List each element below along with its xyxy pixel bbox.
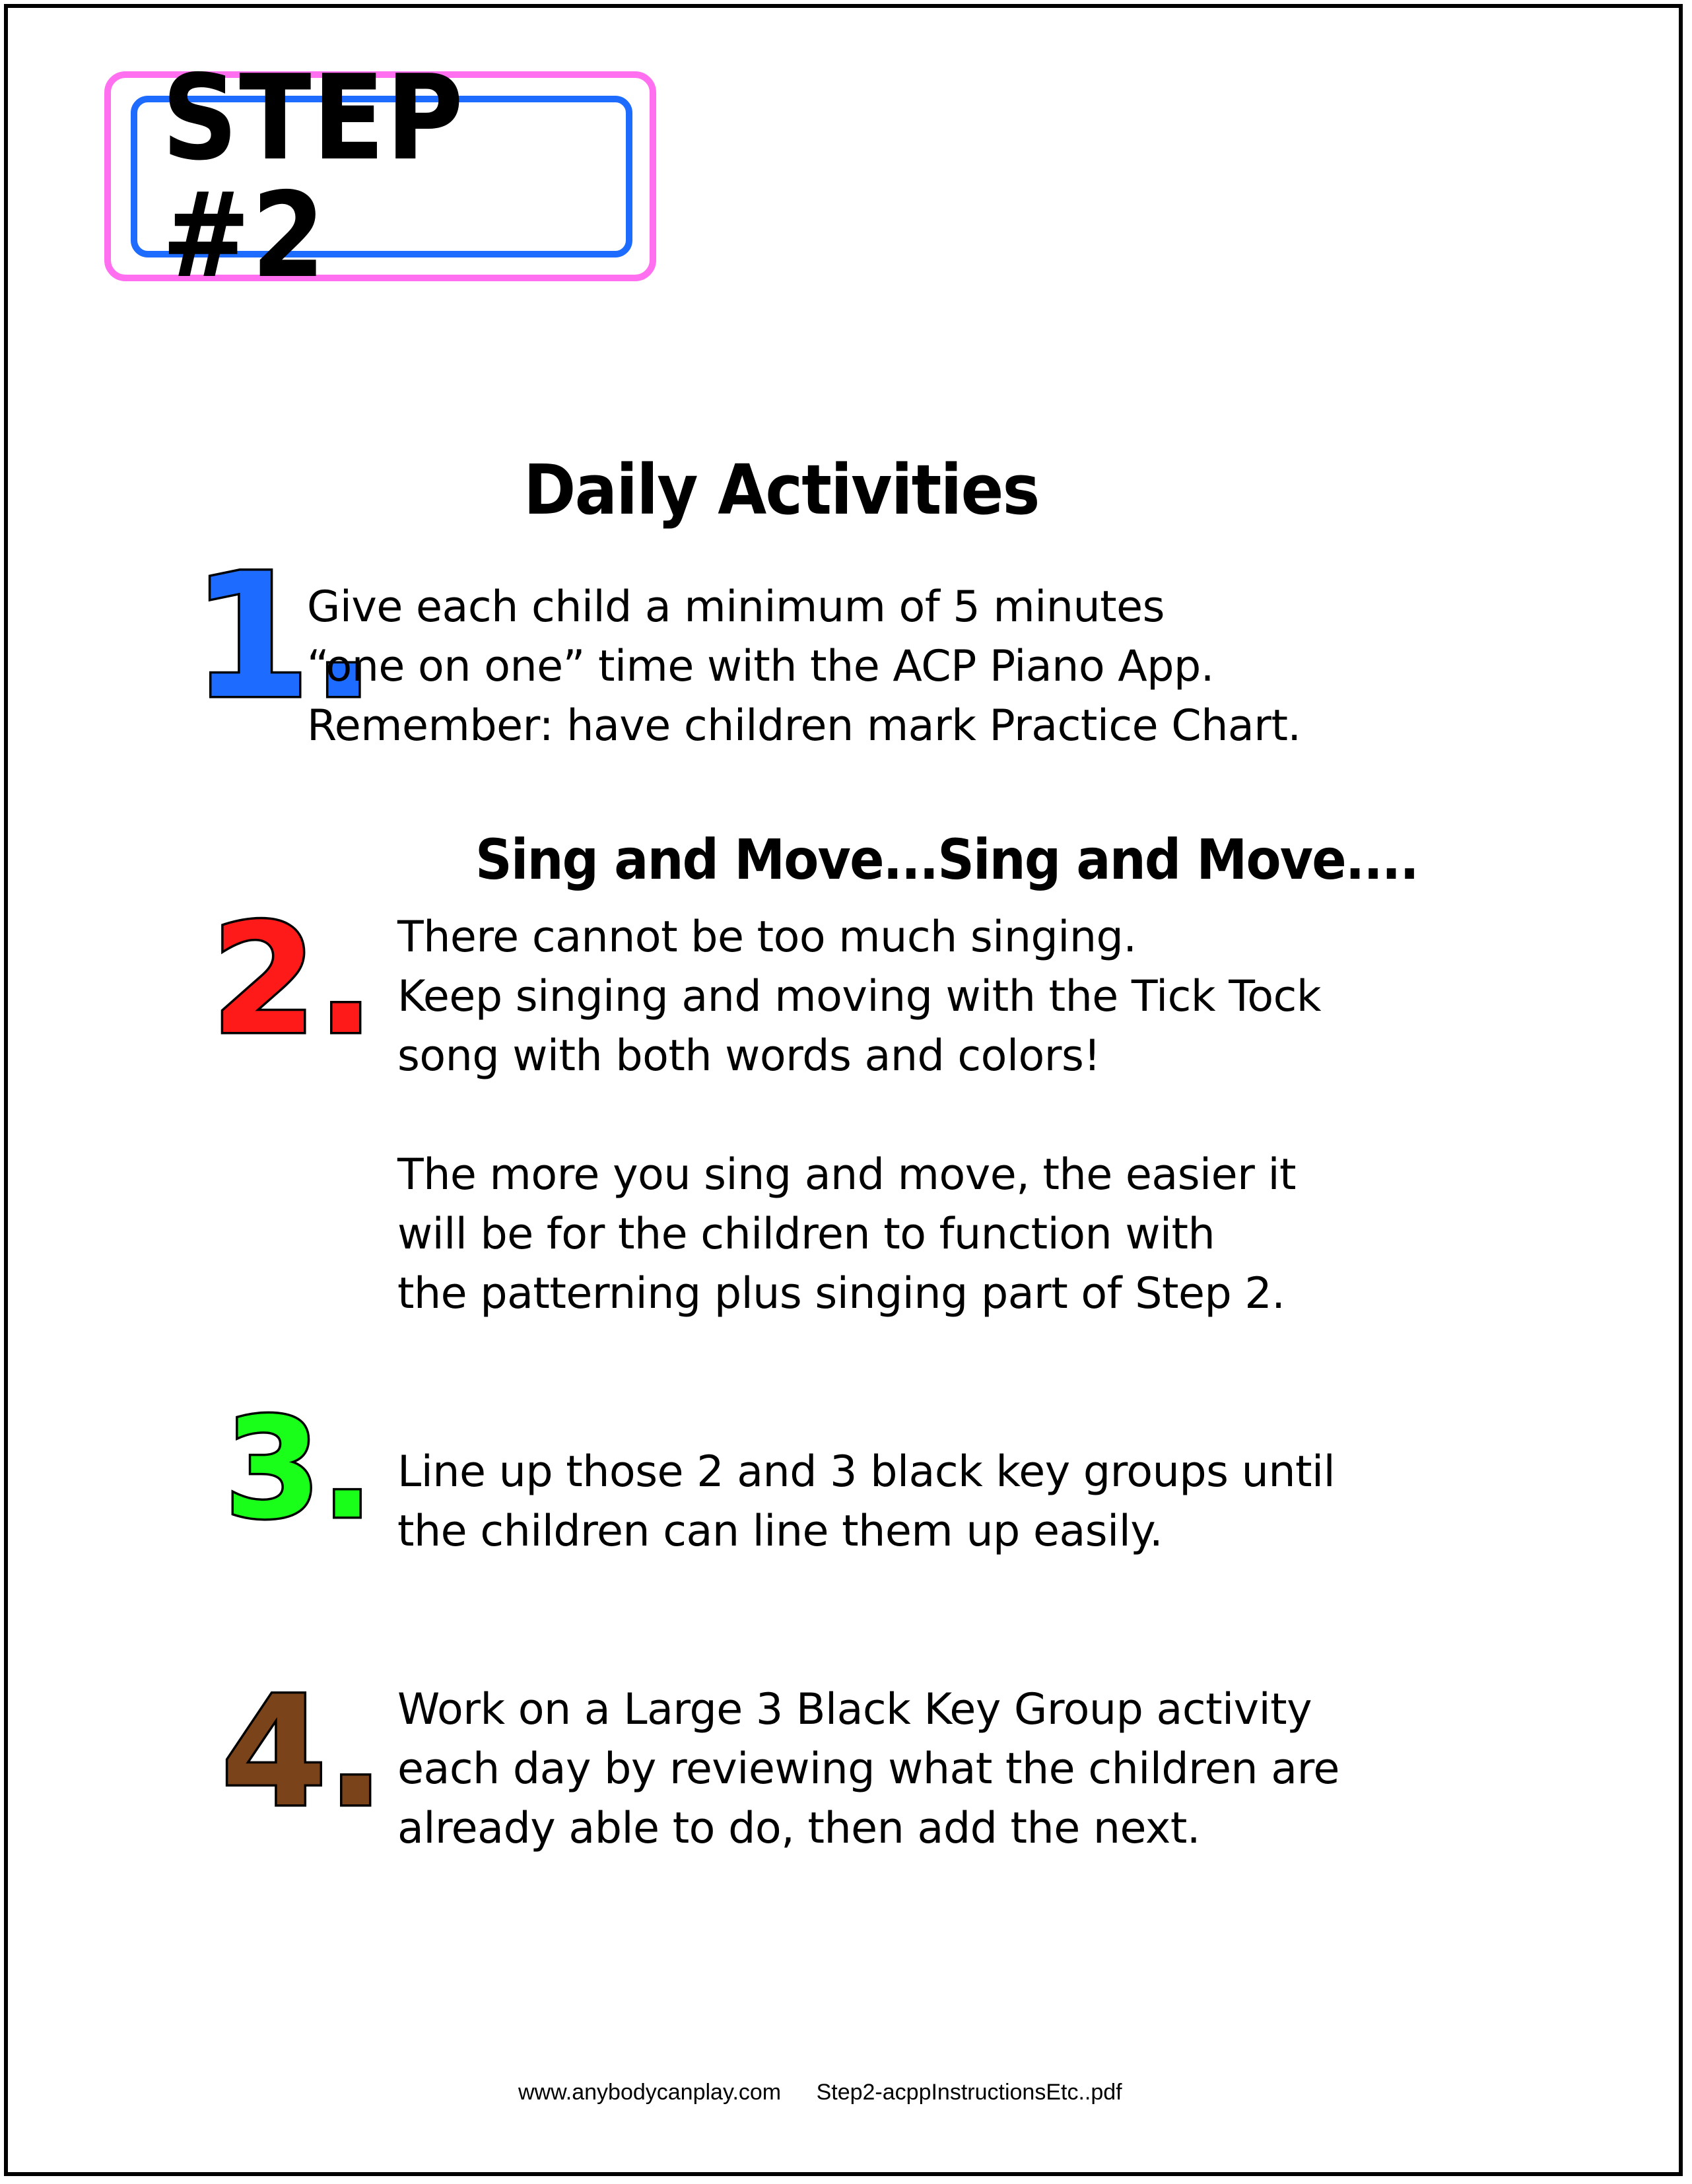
footer xyxy=(518,2080,1122,2105)
item-2-line: Keep singing and moving with the Tick Tock xyxy=(397,972,1322,1021)
step-title: STEP #2 xyxy=(162,49,465,304)
item-number-3: 3. xyxy=(224,1388,374,1550)
item-2-text xyxy=(397,908,1321,1086)
item-4-line: already able to do, then add the next. xyxy=(397,1804,1200,1853)
item-1-text xyxy=(307,578,1301,756)
item-3-line: the children can line them up easily. xyxy=(397,1507,1163,1556)
item-number-4: 4. xyxy=(221,1664,385,1841)
daily-activities-heading: Daily Activities xyxy=(524,450,1039,530)
item-2-line: song with both words and colors! xyxy=(397,1031,1100,1081)
footer-filename: Step2-acppInstructionsEtc..pdf xyxy=(816,2080,1122,2105)
item-4-text xyxy=(397,1680,1339,1859)
item-3-text xyxy=(397,1443,1335,1561)
item-1-line: Give each child a minimum of 5 minutes xyxy=(307,582,1165,632)
step-badge xyxy=(131,49,632,304)
item-3-line: Line up those 2 and 3 black key groups until xyxy=(397,1447,1336,1497)
item-number-2: 2. xyxy=(211,892,375,1068)
item-2-text-paragraph-2 xyxy=(397,1145,1296,1324)
footer-website: www.anybodycanplay.com xyxy=(518,2080,782,2105)
item-1-line: Remember: have children mark Practice Chart. xyxy=(307,701,1301,751)
item-number-1: 1. xyxy=(191,537,376,737)
item-1-line: “one on one” time with the ACP Piano App. xyxy=(307,642,1214,691)
sing-and-move-heading: Sing and Move...Sing and Move.... xyxy=(475,827,1418,892)
item-2-line: The more you sing and move, the easier it xyxy=(397,1150,1297,1200)
item-2-line: the patterning plus singing part of Step 2. xyxy=(397,1269,1285,1318)
item-4-line: each day by reviewing what the children are xyxy=(397,1744,1339,1794)
item-2-line: There cannot be too much singing. xyxy=(397,912,1137,962)
item-4-line: Work on a Large 3 Black Key Group activity xyxy=(397,1685,1312,1734)
item-2-line: will be for the children to function with xyxy=(397,1210,1215,1259)
